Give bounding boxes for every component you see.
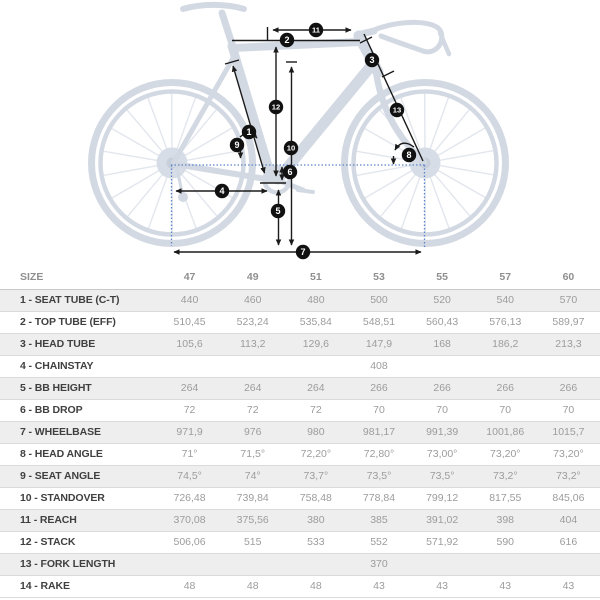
cell-value: 73,2°	[537, 466, 600, 488]
cell-value: 43	[537, 576, 600, 598]
row-label: 2 - TOP TUBE (EFF)	[0, 312, 158, 334]
cell-value: 73,20°	[537, 444, 600, 466]
cell-value: 186,2	[474, 334, 537, 356]
stem	[357, 31, 374, 35]
cell-value	[537, 554, 600, 576]
size-header: 55	[411, 266, 474, 290]
size-header: 57	[474, 266, 537, 290]
cell-value: 70	[474, 400, 537, 422]
callout-number: 6	[287, 167, 293, 178]
cell-value: 548,51	[347, 312, 410, 334]
cell-value	[411, 554, 474, 576]
cell-value: 370	[347, 554, 410, 576]
callout-number: 10	[286, 143, 296, 153]
cell-value: 571,92	[411, 532, 474, 554]
cell-value: 48	[221, 576, 284, 598]
cell-value: 73,5°	[347, 466, 410, 488]
cell-value: 105,6	[158, 334, 221, 356]
cell-value: 552	[347, 532, 410, 554]
cell-value	[537, 356, 600, 378]
geometry-diagram	[0, 0, 600, 266]
cell-value	[158, 356, 221, 378]
cell-value	[284, 554, 347, 576]
cell-value: 535,84	[284, 312, 347, 334]
cell-value: 440	[158, 290, 221, 312]
row-label: 5 - BB HEIGHT	[0, 378, 158, 400]
cell-value: 515	[221, 532, 284, 554]
row-label: 6 - BB DROP	[0, 400, 158, 422]
row-label: 13 - FORK LENGTH	[0, 554, 158, 576]
row-label: 7 - WHEELBASE	[0, 422, 158, 444]
cell-value: 991,39	[411, 422, 474, 444]
cell-value: 799,12	[411, 488, 474, 510]
cell-value: 560,43	[411, 312, 474, 334]
cell-value: 981,17	[347, 422, 410, 444]
cell-value: 72	[284, 400, 347, 422]
cell-value: 71,5°	[221, 444, 284, 466]
cell-value: 976	[221, 422, 284, 444]
pedal	[298, 190, 313, 192]
cell-value: 980	[284, 422, 347, 444]
row-label: 3 - HEAD TUBE	[0, 334, 158, 356]
size-header: 49	[221, 266, 284, 290]
cell-value	[474, 554, 537, 576]
callout-number: 1	[246, 127, 252, 138]
cell-value: 43	[347, 576, 410, 598]
size-header: 60	[537, 266, 600, 290]
geometry-table-header-row	[0, 266, 600, 290]
cell-value: 70	[537, 400, 600, 422]
row-label: 11 - REACH	[0, 510, 158, 532]
cell-value: 726,48	[158, 488, 221, 510]
seatpost	[222, 13, 233, 47]
callout-number: 9	[234, 140, 240, 151]
cell-value: 370,08	[158, 510, 221, 532]
geometry-table	[0, 266, 600, 598]
cell-value: 48	[158, 576, 221, 598]
table-row	[0, 290, 600, 312]
size-header: 47	[158, 266, 221, 290]
cell-value: 48	[284, 576, 347, 598]
size-label-header: SIZE	[0, 266, 158, 290]
cell-value: 74°	[221, 466, 284, 488]
callout-number: 8	[406, 150, 412, 161]
cell-value: 758,48	[284, 488, 347, 510]
cell-value: 43	[411, 576, 474, 598]
table-row	[0, 356, 600, 378]
cell-value: 590	[474, 532, 537, 554]
callout-number: 7	[300, 247, 306, 258]
cell-value: 266	[411, 378, 474, 400]
cell-value: 576,13	[474, 312, 537, 334]
handlebar	[374, 22, 442, 51]
table-row	[0, 576, 600, 598]
cell-value: 73,5°	[411, 466, 474, 488]
row-label: 8 - HEAD ANGLE	[0, 444, 158, 466]
table-row	[0, 444, 600, 466]
cell-value	[411, 356, 474, 378]
cell-value: 72	[158, 400, 221, 422]
cell-value: 739,84	[221, 488, 284, 510]
row-label: 12 - STACK	[0, 532, 158, 554]
size-header: 51	[284, 266, 347, 290]
saddle	[183, 5, 244, 9]
cell-value: 375,56	[221, 510, 284, 532]
cell-value: 540	[474, 290, 537, 312]
cell-value: 266	[347, 378, 410, 400]
cell-value: 113,2	[221, 334, 284, 356]
table-row	[0, 488, 600, 510]
callout-number: 11	[311, 25, 321, 35]
cell-value: 404	[537, 510, 600, 532]
cell-value: 523,24	[221, 312, 284, 334]
table-row	[0, 400, 600, 422]
cell-value: 72,80°	[347, 444, 410, 466]
cell-value: 817,55	[474, 488, 537, 510]
table-row	[0, 532, 600, 554]
callout-number: 4	[219, 186, 225, 197]
callout-number: 3	[369, 55, 375, 66]
callout-number: 13	[392, 105, 402, 115]
cell-value: 70	[411, 400, 474, 422]
cell-value: 506,06	[158, 532, 221, 554]
cell-value: 264	[284, 378, 347, 400]
cell-value: 70	[347, 400, 410, 422]
cell-value: 213,3	[537, 334, 600, 356]
cell-value: 264	[221, 378, 284, 400]
cell-value: 71°	[158, 444, 221, 466]
table-row	[0, 334, 600, 356]
cell-value: 73,7°	[284, 466, 347, 488]
geometry-diagram-svg	[0, 0, 600, 266]
cell-value: 72,20°	[284, 444, 347, 466]
cell-value: 266	[474, 378, 537, 400]
table-row	[0, 422, 600, 444]
cell-value: 845,06	[537, 488, 600, 510]
cell-value: 43	[474, 576, 537, 598]
cell-value: 460	[221, 290, 284, 312]
cell-value: 73,00°	[411, 444, 474, 466]
cell-value: 1015,7	[537, 422, 600, 444]
table-row	[0, 554, 600, 576]
cell-value: 264	[158, 378, 221, 400]
row-label: 9 - SEAT ANGLE	[0, 466, 158, 488]
cell-value: 971,9	[158, 422, 221, 444]
cell-value	[221, 554, 284, 576]
cell-value: 380	[284, 510, 347, 532]
cell-value: 500	[347, 290, 410, 312]
cell-value: 408	[347, 356, 410, 378]
cell-value: 520	[411, 290, 474, 312]
row-label: 4 - CHAINSTAY	[0, 356, 158, 378]
size-header: 53	[347, 266, 410, 290]
callout-number: 2	[284, 35, 290, 46]
table-row	[0, 466, 600, 488]
cell-value: 72	[221, 400, 284, 422]
cell-value: 147,9	[347, 334, 410, 356]
head-tube-tick-bottom	[382, 71, 394, 77]
cell-value	[158, 554, 221, 576]
callout-number: 12	[271, 102, 281, 112]
cell-value: 391,02	[411, 510, 474, 532]
table-row	[0, 510, 600, 532]
callout-number: 5	[275, 206, 281, 217]
cell-value: 570	[537, 290, 600, 312]
cell-value: 510,45	[158, 312, 221, 334]
cell-value: 129,6	[284, 334, 347, 356]
cell-value: 74,5°	[158, 466, 221, 488]
cell-value	[221, 356, 284, 378]
cell-value	[284, 356, 347, 378]
row-label: 14 - RAKE	[0, 576, 158, 598]
cell-value	[474, 356, 537, 378]
cell-value: 73,20°	[474, 444, 537, 466]
cell-value: 616	[537, 532, 600, 554]
cell-value: 385	[347, 510, 410, 532]
cell-value: 266	[537, 378, 600, 400]
cell-value: 533	[284, 532, 347, 554]
row-label: 1 - SEAT TUBE (C-T)	[0, 290, 158, 312]
cell-value: 480	[284, 290, 347, 312]
table-row	[0, 312, 600, 334]
table-row	[0, 378, 600, 400]
cell-value: 778,84	[347, 488, 410, 510]
row-label: 10 - STANDOVER	[0, 488, 158, 510]
cell-value: 73,2°	[474, 466, 537, 488]
cell-value: 398	[474, 510, 537, 532]
cell-value: 589,97	[537, 312, 600, 334]
cell-value: 1001,86	[474, 422, 537, 444]
cell-value: 168	[411, 334, 474, 356]
